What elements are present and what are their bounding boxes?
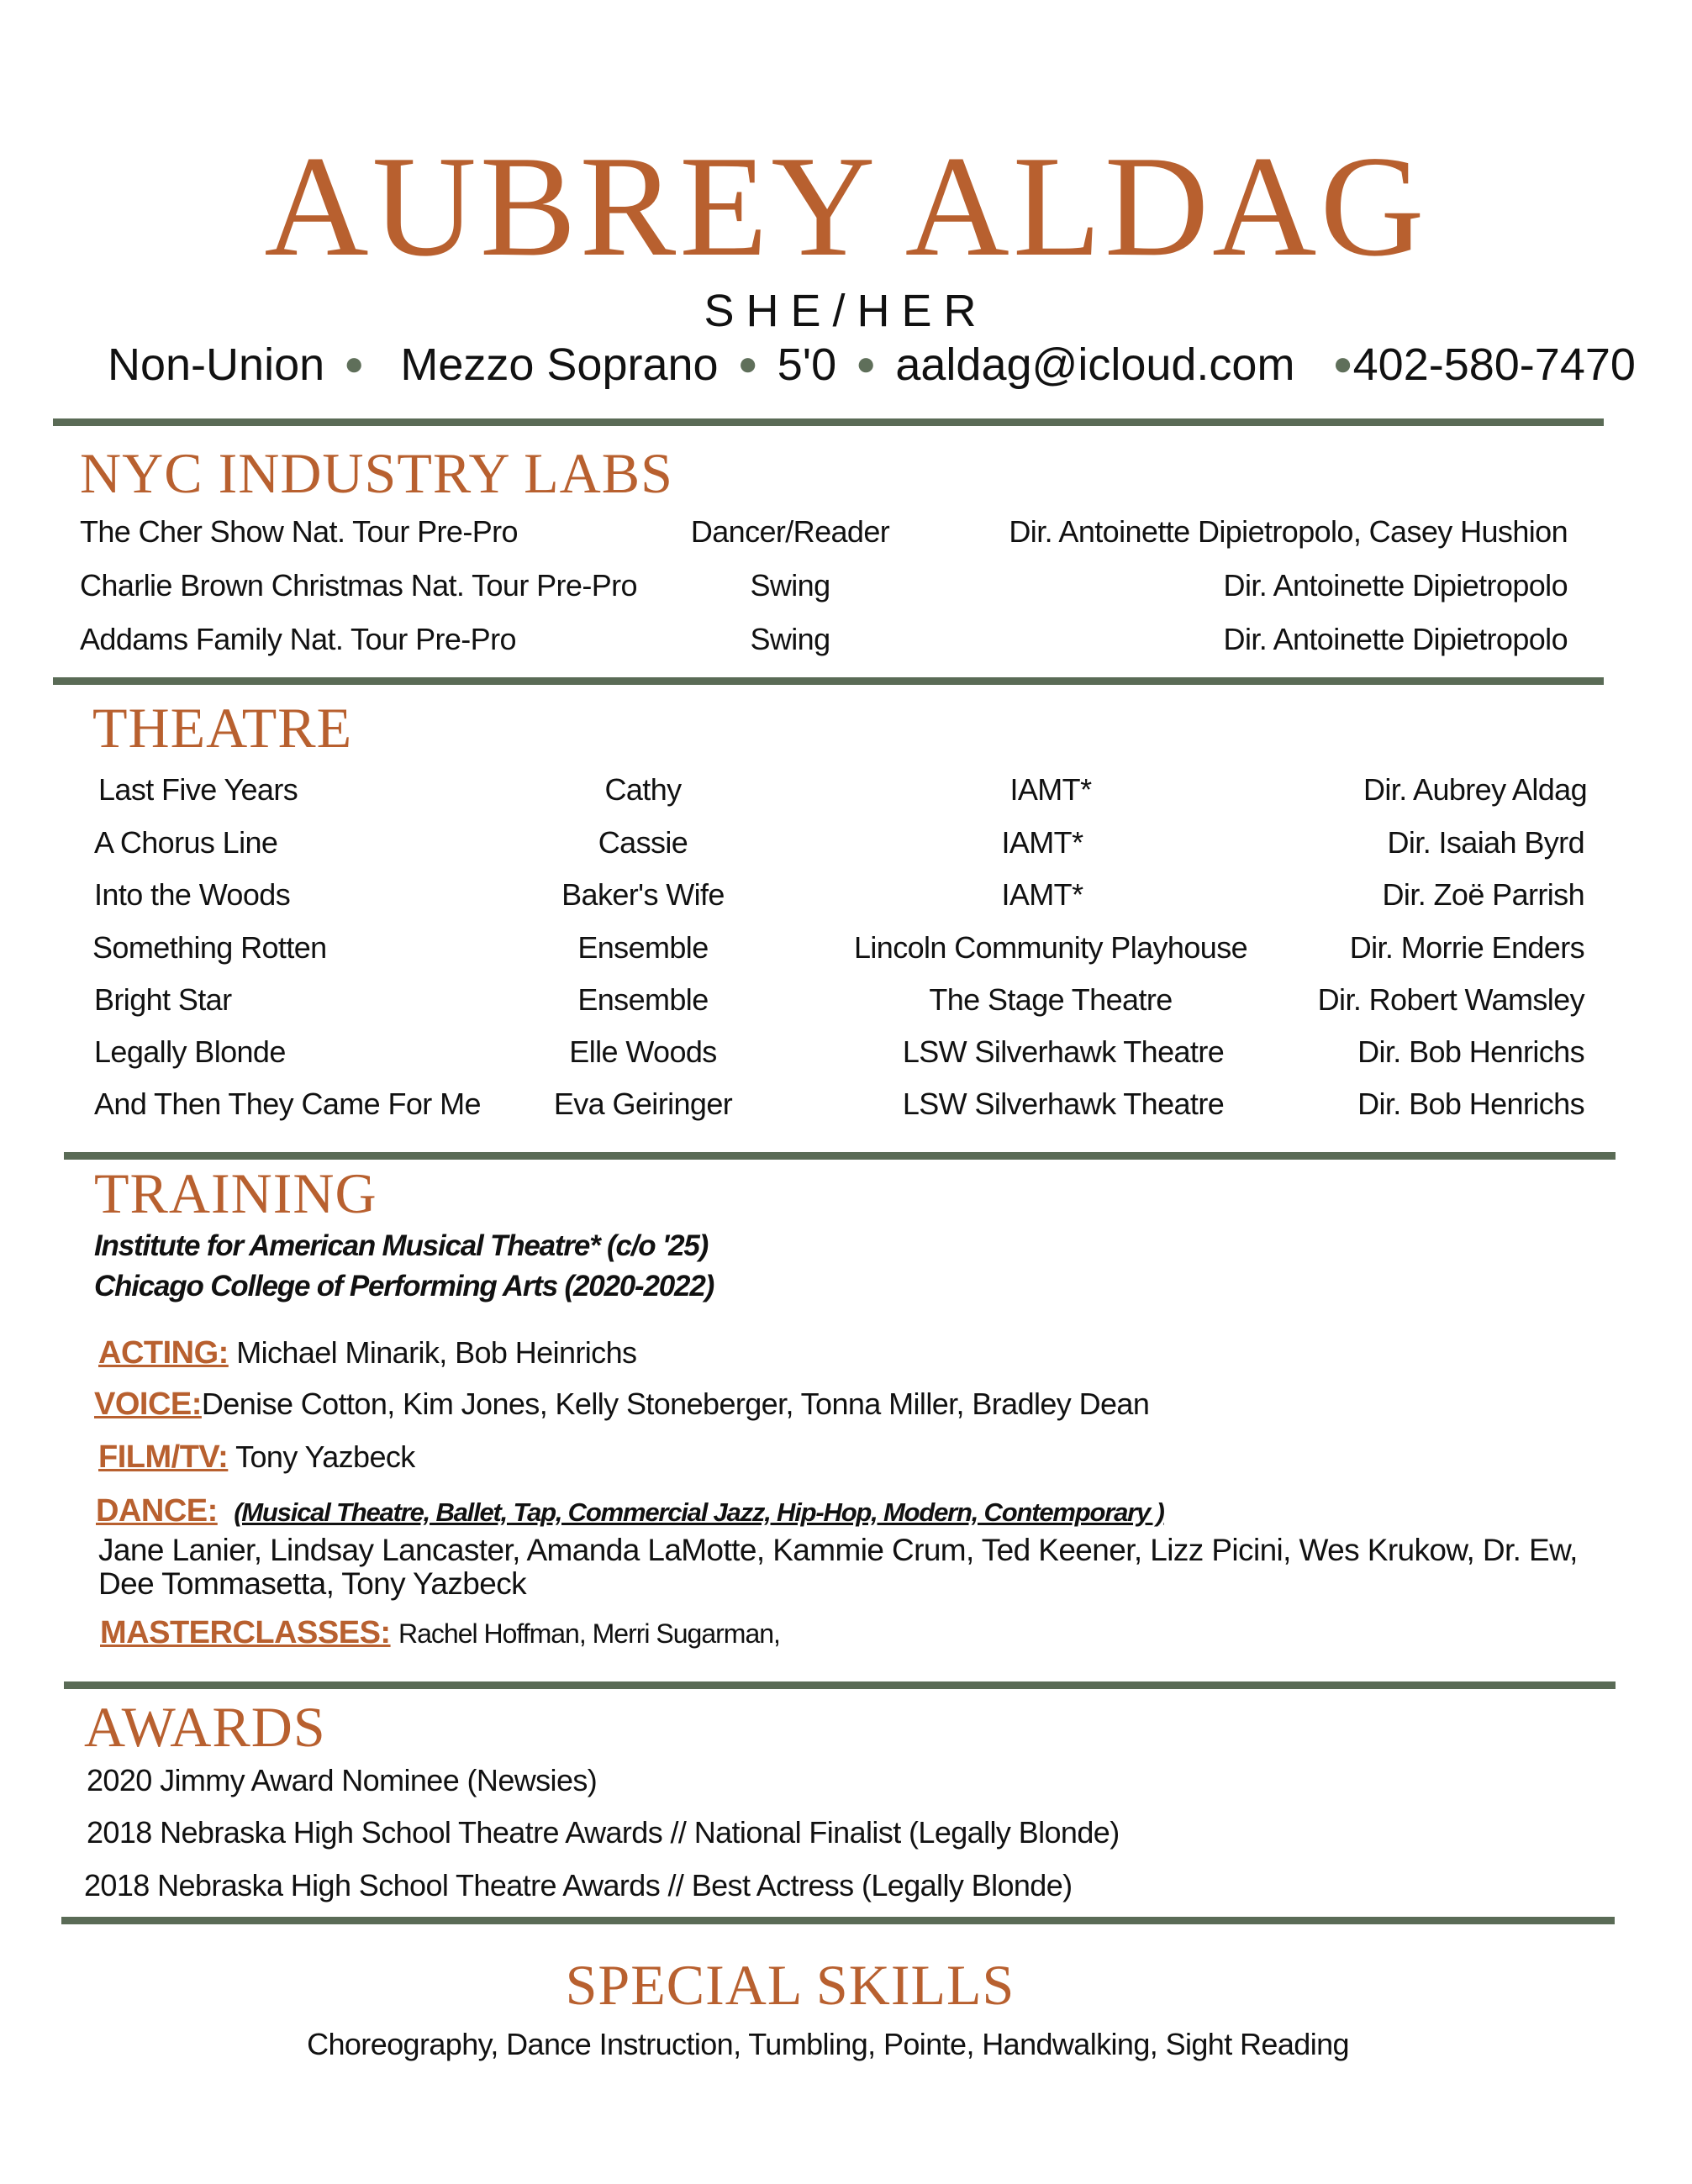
lab-director: Dir. Antoinette Dipietropolo bbox=[1223, 568, 1568, 603]
school-iamt: Institute for American Musical Theatre* (c/o '25) bbox=[94, 1229, 709, 1262]
theatre-venue: LSW Silverhawk Theatre bbox=[902, 1087, 1225, 1121]
voice-type: Mezzo Soprano bbox=[400, 339, 719, 390]
theatre-director: Dir. Morrie Enders bbox=[1349, 930, 1584, 965]
divider bbox=[64, 1152, 1616, 1160]
section-title-awards: AWARDS bbox=[84, 1695, 326, 1759]
section-title-labs: NYC INDUSTRY LABS bbox=[80, 441, 673, 505]
theatre-venue: LSW Silverhawk Theatre bbox=[902, 1034, 1225, 1069]
film-label: FILM/TV: bbox=[98, 1439, 229, 1475]
school-ccpa: Chicago College of Performing Arts (2020-2022) bbox=[94, 1270, 714, 1303]
separator-dot-icon: ● bbox=[856, 345, 877, 382]
phone: 402-580-7470 bbox=[1352, 339, 1636, 390]
section-title-theatre: THEATRE bbox=[92, 696, 353, 760]
theatre-venue: IAMT* bbox=[1001, 825, 1083, 860]
theatre-show: Into the Woods bbox=[94, 877, 291, 912]
height: 5'0 bbox=[777, 339, 837, 390]
theatre-show: Something Rotten bbox=[92, 930, 327, 965]
theatre-role: Eva Geiringer bbox=[553, 1087, 733, 1121]
divider bbox=[53, 418, 1604, 426]
skills-list: Choreography, Dance Instruction, Tumbling, Pointe, Handwalking, Sight Reading bbox=[307, 2027, 1349, 2061]
acting-label: ACTING: bbox=[98, 1335, 229, 1371]
theatre-show: And Then They Came For Me bbox=[94, 1087, 481, 1121]
lab-show: Addams Family Nat. Tour Pre-Pro bbox=[80, 622, 516, 656]
lab-role: Dancer/Reader bbox=[690, 514, 890, 549]
theatre-role: Baker's Wife bbox=[561, 877, 725, 912]
film-teachers: Tony Yazbeck bbox=[235, 1439, 415, 1474]
theatre-venue: Lincoln Community Playhouse bbox=[853, 930, 1248, 965]
theatre-director: Dir. Bob Henrichs bbox=[1357, 1087, 1584, 1121]
dance-line bbox=[96, 1493, 1164, 1530]
film-line bbox=[98, 1439, 415, 1475]
lab-role: Swing bbox=[750, 622, 830, 656]
lab-show: The Cher Show Nat. Tour Pre-Pro bbox=[80, 514, 518, 549]
voice-label: VOICE: bbox=[94, 1387, 202, 1422]
theatre-show: Legally Blonde bbox=[94, 1034, 286, 1069]
separator-dot-icon: ● bbox=[737, 345, 758, 382]
dance-teachers-2: Dee Tommasetta, Tony Yazbeck bbox=[98, 1566, 527, 1601]
dance-styles: (Musical Theatre, Ballet, Tap, Commercial Jazz, Hip-Hop, Modern, Contemporary ) bbox=[234, 1497, 1164, 1527]
masterclass-label: MASTERCLASSES: bbox=[100, 1615, 391, 1650]
theatre-role: Cathy bbox=[604, 772, 682, 807]
contact-line bbox=[108, 339, 1636, 390]
divider bbox=[53, 677, 1604, 685]
theatre-director: Dir. Zoë Parrish bbox=[1382, 877, 1584, 912]
theatre-show: Bright Star bbox=[94, 982, 232, 1017]
theatre-venue: IAMT* bbox=[1001, 877, 1083, 912]
theatre-role: Ensemble bbox=[577, 982, 709, 1017]
dance-label: DANCE: bbox=[96, 1493, 218, 1529]
dance-teachers-1: Jane Lanier, Lindsay Lancaster, Amanda LaMotte, Kammie Crum, Ted Keener, Lizz Picini, Wes Krukow, Dr. Ew, bbox=[98, 1533, 1578, 1567]
acting-line bbox=[98, 1335, 636, 1371]
resume-name: AUBREY ALDAG bbox=[264, 127, 1428, 287]
theatre-venue: IAMT* bbox=[1009, 772, 1092, 807]
theatre-role: Cassie bbox=[598, 825, 688, 860]
masterclass-teachers: Rachel Hoffman, Merri Sugarman, bbox=[398, 1618, 780, 1649]
lab-show: Charlie Brown Christmas Nat. Tour Pre-Pro bbox=[80, 568, 637, 603]
lab-role: Swing bbox=[750, 568, 830, 603]
voice-teachers: Denise Cotton, Kim Jones, Kelly Stoneberger, Tonna Miller, Bradley Dean bbox=[201, 1387, 1150, 1421]
pronouns: SHE/HER bbox=[704, 286, 988, 336]
theatre-director: Dir. Robert Wamsley bbox=[1317, 982, 1584, 1017]
theatre-role: Ensemble bbox=[577, 930, 709, 965]
divider bbox=[61, 1917, 1615, 1924]
masterclass-line bbox=[100, 1615, 780, 1651]
acting-teachers: Michael Minarik, Bob Heinrichs bbox=[236, 1335, 637, 1370]
award-item: 2018 Nebraska High School Theatre Awards // National Finalist (Legally Blonde) bbox=[87, 1815, 1120, 1850]
voice-line bbox=[94, 1387, 1149, 1422]
award-item: 2020 Jimmy Award Nominee (Newsies) bbox=[87, 1763, 598, 1797]
theatre-director: Dir. Isaiah Byrd bbox=[1387, 825, 1584, 860]
separator-dot-icon: ● bbox=[344, 345, 365, 382]
email: aaldag@icloud.com bbox=[895, 339, 1295, 390]
divider bbox=[64, 1681, 1616, 1689]
theatre-show: A Chorus Line bbox=[94, 825, 278, 860]
lab-director: Dir. Antoinette Dipietropolo, Casey Hushion bbox=[1009, 514, 1568, 549]
section-title-training: TRAINING bbox=[94, 1161, 377, 1225]
theatre-venue: The Stage Theatre bbox=[929, 982, 1173, 1017]
theatre-director: Dir. Bob Henrichs bbox=[1357, 1034, 1584, 1069]
theatre-role: Elle Woods bbox=[569, 1034, 717, 1069]
section-title-skills: SPECIAL SKILLS bbox=[565, 1953, 1015, 2017]
union-status: Non-Union bbox=[108, 339, 325, 390]
award-item: 2018 Nebraska High School Theatre Awards // Best Actress (Legally Blonde) bbox=[84, 1868, 1073, 1902]
lab-director: Dir. Antoinette Dipietropolo bbox=[1223, 622, 1568, 656]
separator-dot-icon: ● bbox=[1332, 345, 1353, 382]
theatre-show: Last Five Years bbox=[98, 772, 298, 807]
theatre-director: Dir. Aubrey Aldag bbox=[1363, 772, 1587, 807]
